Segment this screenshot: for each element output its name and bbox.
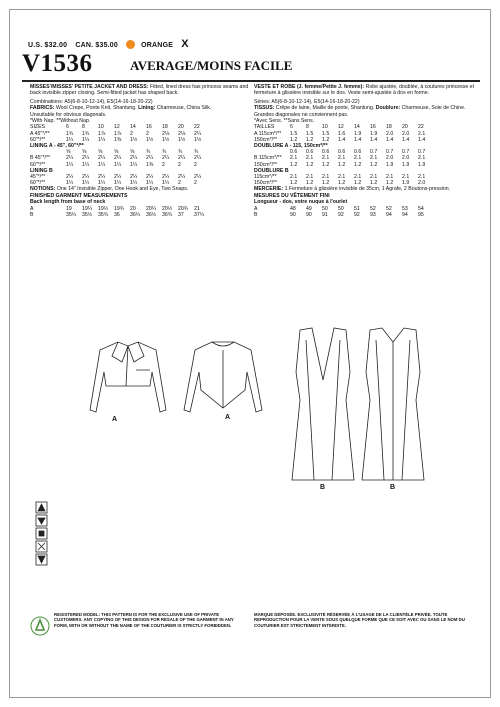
table-cell: 2 [146, 130, 149, 137]
table-cell: 115cm*/** [254, 174, 277, 181]
table-cell: 1¼ [98, 161, 106, 168]
table-cell: 2¼ [162, 155, 170, 162]
table-cell: 1.2 [306, 136, 314, 143]
en-back-length-label: Back length from base of neck [30, 199, 106, 206]
price-color-label: ORANGE [141, 42, 174, 49]
fr-sizes-label: TAILLES [254, 124, 275, 131]
table-cell: B 45"*/** [30, 155, 51, 162]
price-color-mark: X [181, 38, 189, 50]
table-cell: 1¼ [82, 136, 90, 143]
en-notions-label: NOTIONS: [30, 186, 56, 193]
table-cell: 1.9 [354, 130, 362, 137]
table-cell: 21 [194, 205, 200, 212]
table-cell: 1.2 [290, 161, 298, 168]
table-cell: 18 [386, 124, 392, 131]
en-description: Fitted, lined dress has princess seams and back invisible zipper closing. Semi-fitted jacket has shaped back. [30, 84, 249, 97]
table-cell: 2 [178, 180, 181, 187]
table-cell: 60"*/** [30, 161, 46, 168]
table-cell: 22 [194, 124, 200, 131]
table-cell: 1.2 [322, 161, 330, 168]
table-cell: 2.1 [338, 174, 346, 181]
table-cell: 1.2 [306, 180, 314, 187]
table-cell: 1¼ [146, 180, 154, 187]
table-cell: DOUBLURE B [254, 167, 289, 174]
table-cell: 1¼ [66, 180, 74, 187]
table-cell: 54 [418, 205, 424, 212]
table-cell: 1.4 [354, 136, 362, 143]
table-cell: 49 [306, 205, 312, 212]
table-cell: 2¼ [114, 174, 122, 181]
en-finished-label: FINISHED GARMENT MEASUREMENTS [30, 192, 128, 199]
table-cell: 2.0 [402, 155, 410, 162]
dress-b-back-sketch [362, 328, 424, 480]
fr-description: Robe ajustée, doublée, à coutures princesse et fermeture à glissière invisible sur le dos. Veste semi-ajustée à dos en forme. [254, 84, 475, 97]
table-cell: 2 [194, 161, 197, 168]
fr-finished-label: MESURES DU VÊTEMENT FINI [254, 192, 330, 199]
table-cell: 2.0 [418, 180, 426, 187]
table-cell: 2.0 [402, 130, 410, 137]
en-combinations-label: Combinations: [30, 98, 64, 105]
table-cell: 90 [306, 211, 312, 218]
table-cell: 1¼ [130, 180, 138, 187]
table-cell: 1.2 [290, 180, 298, 187]
table-cell: 52 [370, 205, 376, 212]
table-cell: 36¾ [162, 211, 173, 218]
table-cell: 1.4 [338, 136, 346, 143]
en-unsuitable: Unsuitable for obvious diagonals. [30, 111, 107, 118]
table-cell: ¾ [178, 149, 183, 156]
en-lining: Charmeuse, China Silk. [156, 105, 212, 112]
table-cell: 1⅞ [114, 130, 122, 137]
table-cell: 20¾ [178, 205, 189, 212]
table-cell: 2.1 [354, 174, 362, 181]
table-cell: 0.6 [322, 149, 330, 156]
table-cell: 14 [130, 124, 136, 131]
en-fabrics: Wool Crepe, Ponte Knit, Shantung. [55, 105, 137, 112]
footer-english: REGISTERED MODEL: THIS PATTERN IS FOR THE EXCLUSIVE USE OF PRIVATE CUSTOMERS. ANY COPYING OF THIS DESIGN FOR RESALE OF THE GARMENT IN ANY FORM, WITH OR WITHOUT THE NAME OF THE COUTURIER IS STRICTLY FORBIDDEN. [54, 612, 234, 628]
table-cell: 19½ [98, 205, 109, 212]
table-cell: 1.2 [354, 180, 362, 187]
table-cell: 2 [130, 130, 133, 137]
table-cell: 2.1 [418, 130, 426, 137]
en-lining-label: Lining: [138, 105, 156, 112]
table-cell: 45"*/** [30, 174, 46, 181]
table-cell: 2⅛ [162, 130, 170, 137]
table-cell: 93 [370, 211, 376, 218]
table-cell: 2¼ [194, 174, 202, 181]
table-cell: 90 [290, 211, 296, 218]
table-cell: 1⅜ [114, 136, 122, 143]
table-cell: 16 [370, 124, 376, 131]
table-cell: 2.1 [370, 174, 378, 181]
table-cell: 2.1 [290, 155, 298, 162]
table-cell: 2¼ [130, 174, 138, 181]
table-cell: 16 [146, 124, 152, 131]
table-cell: 2.0 [386, 155, 394, 162]
table-cell: ⅝ [98, 149, 103, 156]
table-cell: 2.1 [370, 155, 378, 162]
table-cell: 20 [178, 124, 184, 131]
table-cell: 2 [194, 180, 197, 187]
table-cell: 150cm*/** [254, 136, 278, 143]
table-cell: 35¼ [66, 211, 77, 218]
table-cell: 8 [306, 124, 309, 131]
table-cell: 1.2 [370, 180, 378, 187]
table-cell: 2¼ [146, 174, 154, 181]
table-cell: 36¼ [130, 211, 141, 218]
table-cell: 94 [402, 211, 408, 218]
table-cell: A 45"*/** [30, 130, 50, 137]
table-cell: 1.2 [290, 136, 298, 143]
table-cell: 2.1 [322, 155, 330, 162]
table-cell: 2¼ [66, 174, 74, 181]
table-cell: 2.1 [402, 174, 410, 181]
view-label-a-back: A [225, 414, 231, 421]
table-cell: 0.7 [418, 149, 426, 156]
table-cell: 1.5 [306, 130, 314, 137]
table-cell: 2¼ [98, 155, 106, 162]
fr-lining-label: Doublure: [375, 105, 401, 112]
table-cell: 1¼ [82, 180, 90, 187]
table-cell: 1.9 [386, 161, 394, 168]
table-cell: ⅝ [66, 149, 71, 156]
table-cell: 150cm*/** [254, 180, 278, 187]
table-cell: 10 [98, 124, 104, 131]
jacket-a-front-sketch [90, 342, 166, 412]
table-cell: B 115cm*/** [254, 155, 282, 162]
en-notions: One 14" Invisible Zipper, One Hook and Eye, Two Snaps. [56, 186, 189, 193]
table-cell: 0.6 [338, 149, 346, 156]
table-cell: 1.2 [370, 161, 378, 168]
table-cell: 2¼ [194, 130, 202, 137]
table-cell: 6 [66, 124, 69, 131]
fr-back-length-label: Longueur - dos, votre nuque à l'ourlet [254, 199, 348, 206]
table-cell: 2¼ [178, 174, 186, 181]
table-cell: 1.9 [370, 130, 378, 137]
table-cell: 1.4 [370, 136, 378, 143]
table-cell: B [254, 211, 258, 218]
view-label-b-front: B [320, 484, 326, 491]
table-cell: 1¼ [66, 136, 74, 143]
table-cell: 52 [386, 205, 392, 212]
en-fabrics-label: FABRICS: [30, 105, 55, 112]
table-cell: ¾ [162, 149, 167, 156]
table-cell: 36 [114, 211, 120, 218]
table-cell: 2¼ [66, 155, 74, 162]
en-sizes-label: SIZES [30, 124, 45, 131]
view-label-b-back: B [390, 484, 396, 491]
table-cell: 95 [418, 211, 424, 218]
table-cell: 2¼ [178, 155, 186, 162]
table-cell: B [30, 211, 34, 218]
recycle-icon [31, 617, 49, 635]
table-cell: 1⅜ [146, 161, 154, 168]
instruction-symbols [36, 502, 47, 565]
table-cell: 0.6 [306, 149, 314, 156]
table-cell: 2.0 [386, 130, 394, 137]
table-cell: 2.1 [386, 174, 394, 181]
table-cell: 1¼ [82, 161, 90, 168]
table-cell: 1.2 [306, 161, 314, 168]
fr-notions-label: MERCERIE: [254, 186, 284, 193]
table-cell: 1⅞ [98, 130, 106, 137]
table-cell: 94 [386, 211, 392, 218]
jacket-a-back-sketch [184, 342, 262, 412]
table-cell: 2¼ [162, 174, 170, 181]
table-cell: 1½ [130, 136, 138, 143]
table-cell: 0.6 [290, 149, 298, 156]
fr-lining: Charmeuse, Soie de Chine. [401, 105, 466, 112]
table-cell: 53 [402, 205, 408, 212]
price-us: U.S. $32.00 [28, 42, 68, 49]
footer-french: MARQUE DÉPOSÉE. EXCLUSIVITÉ RÉSERVÉE À L'USAGE DE LA CLIENTÈLE PRIVÉE. TOUTE REPRODUCTION POUR LA VENTE SOUS QUELQUE FORME QUE CE SOIT AVEC OU SANS LE NOM DU COUTURIER EST STRICTEMENT INTERDITE. [254, 612, 465, 628]
pattern-number: V1536 [22, 50, 93, 77]
table-cell: 2 [178, 161, 181, 168]
table-cell: LINING A - 45", 60"*/** [30, 143, 84, 150]
price-can: CAN. $35.00 [75, 42, 118, 49]
table-cell: 2.1 [306, 174, 314, 181]
table-cell: 18 [162, 124, 168, 131]
table-cell: 19¾ [114, 205, 125, 212]
table-cell: 2¼ [130, 155, 138, 162]
en-title: MISSES'/MISSES' PETITE JACKET AND DRESS: [30, 84, 149, 90]
table-cell: 37 [178, 211, 184, 218]
table-cell: 2¼ [82, 174, 90, 181]
table-cell: 12 [114, 124, 120, 131]
table-cell: ⅝ [130, 149, 135, 156]
table-cell: ¾ [146, 149, 151, 156]
table-cell: 60"*/** [30, 136, 46, 143]
table-cell: 0.6 [354, 149, 362, 156]
table-cell: 1½ [146, 136, 154, 143]
table-cell: 2.1 [306, 155, 314, 162]
fr-fabrics-label: TISSUS: [254, 105, 275, 112]
table-cell: 20 [130, 205, 136, 212]
table-cell: LINING B [30, 167, 53, 174]
en-nap-note: *With Nap. **Without Nap. [30, 118, 91, 125]
table-cell: 20¼ [146, 205, 157, 212]
table-cell: 2 [162, 161, 165, 168]
fr-nap-note: *Avec Sens. **Sans Sens. [254, 118, 315, 125]
table-cell: 1.5 [322, 130, 330, 137]
en-combinations: A5(6-8-10-12-14), E5(14-16-18-20-22) [64, 98, 153, 105]
table-cell: 2.1 [354, 155, 362, 162]
table-cell: ⅝ [82, 149, 87, 156]
table-cell: 150cm*/** [254, 161, 278, 168]
fr-fabrics: Crêpe de laine, Maille de ponte, Shantung. [275, 105, 375, 112]
view-label-a-front: A [112, 416, 118, 423]
table-cell: ⅝ [114, 149, 119, 156]
fr-combinations: A5(6-8-10-12-14), E5(14-16-18-20-22) [271, 98, 360, 105]
table-cell: 0.7 [386, 149, 394, 156]
table-cell: 2¼ [82, 155, 90, 162]
table-cell: 48 [290, 205, 296, 212]
table-cell: 50 [322, 205, 328, 212]
table-cell: 1½ [178, 136, 186, 143]
table-cell: 60"*/** [30, 180, 46, 187]
table-cell: 0.7 [370, 149, 378, 156]
table-cell: 92 [338, 211, 344, 218]
table-cell: 2.1 [290, 174, 298, 181]
table-cell: 2.1 [418, 174, 426, 181]
table-cell: 35½ [82, 211, 93, 218]
table-cell: 2¼ [98, 174, 106, 181]
table-cell: 2¼ [194, 155, 202, 162]
table-cell: 1.2 [338, 180, 346, 187]
table-cell: 6 [290, 124, 293, 131]
table-cell: 19¼ [82, 205, 93, 212]
table-cell: ¾ [194, 149, 199, 156]
table-cell: 37¼ [194, 211, 205, 218]
table-cell: 35¾ [98, 211, 109, 218]
table-cell: 1.2 [322, 136, 330, 143]
table-cell: A [254, 205, 258, 212]
table-cell: 1½ [194, 136, 202, 143]
table-cell: 1¼ [66, 161, 74, 168]
dress-b-front-sketch [292, 328, 354, 480]
table-cell: 1.4 [386, 136, 394, 143]
table-cell: 91 [322, 211, 328, 218]
table-cell: 1¼ [98, 180, 106, 187]
table-cell: 1¼ [98, 136, 106, 143]
table-cell: 1¼ [114, 180, 122, 187]
fr-notions: 1 Fermeture à glissière invisible de 35cm, 1 Agrafe, 2 Boutons-pression. [284, 186, 451, 193]
table-cell: 0.7 [402, 149, 410, 156]
table-cell: 2¼ [146, 155, 154, 162]
table-cell: 1.2 [354, 161, 362, 168]
table-cell: 20 [402, 124, 408, 131]
table-cell: 1½ [162, 136, 170, 143]
table-cell: 10 [322, 124, 328, 131]
table-cell: 1.9 [402, 180, 410, 187]
table-cell: A 115cm*/** [254, 130, 282, 137]
table-cell: DOUBLURE A - 115, 150cm*/** [254, 143, 328, 150]
fr-combinations-label: Séries: [254, 98, 271, 105]
table-cell: 19 [66, 205, 72, 212]
table-cell: 50 [338, 205, 344, 212]
table-cell: 1.4 [418, 136, 426, 143]
fr-unsuitable: Grandes diagonales ne conviennent pas. [254, 111, 349, 118]
table-cell: 8 [82, 124, 85, 131]
table-cell: 2.1 [338, 155, 346, 162]
difficulty-level: AVERAGE/MOINS FACILE [130, 58, 293, 73]
table-cell: 2¼ [114, 155, 122, 162]
table-cell: 2.1 [418, 155, 426, 162]
table-cell: 1.4 [402, 136, 410, 143]
table-cell: 51 [354, 205, 360, 212]
table-cell: 92 [354, 211, 360, 218]
table-cell: 1.2 [338, 161, 346, 168]
table-cell: 36½ [146, 211, 157, 218]
table-cell: 1¼ [162, 180, 170, 187]
fr-title: VESTE ET ROBE (J. femme/Petite J. femme): [254, 84, 365, 90]
table-cell: 22 [418, 124, 424, 131]
table-cell: 1¼ [130, 161, 138, 168]
table-cell: 1¾ [82, 130, 90, 137]
table-cell: 1¾ [66, 130, 74, 137]
table-cell: A [30, 205, 34, 212]
table-cell: 1.9 [418, 161, 426, 168]
table-cell: 1.2 [322, 180, 330, 187]
table-cell: 1¼ [114, 161, 122, 168]
table-cell: 12 [338, 124, 344, 131]
table-cell: 1.2 [386, 180, 394, 187]
table-cell: 2⅛ [178, 130, 186, 137]
table-cell: 1.9 [402, 161, 410, 168]
table-cell: 1.5 [290, 130, 298, 137]
table-cell: 2.1 [322, 174, 330, 181]
table-cell: 1.6 [338, 130, 346, 137]
table-cell: 14 [354, 124, 360, 131]
table-cell: 20½ [162, 205, 173, 212]
